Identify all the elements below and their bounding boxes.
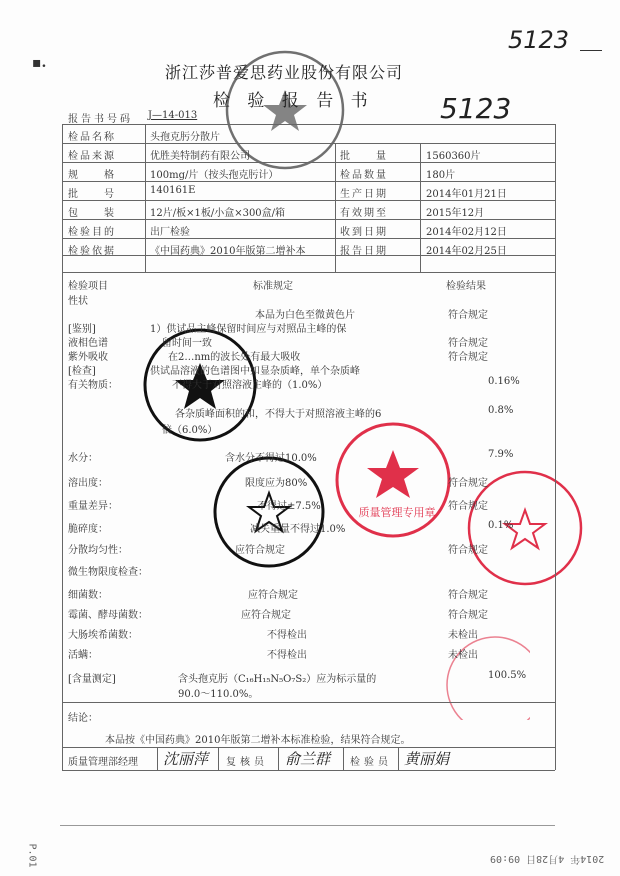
item-standard: 含水分不得过10.0% bbox=[225, 453, 317, 464]
manager-label: 质量管理部经理 bbox=[68, 757, 138, 768]
conclusion-label: 结论： bbox=[68, 713, 98, 724]
item-name: 脆碎度： bbox=[68, 524, 108, 535]
item-name: 活螨： bbox=[68, 650, 98, 661]
inspector-signature: 黄丽娟 bbox=[404, 750, 450, 768]
report-no-label: 报告书号码 bbox=[68, 114, 133, 125]
table-rule bbox=[62, 181, 555, 182]
conclusion-text: 本品按《中国药典》2010年版第二增补本标准检验，结果符合规定。 bbox=[105, 735, 411, 746]
report-title: 检 验 报 告 书 bbox=[213, 91, 374, 111]
header-right-value: 2014年02月12日 bbox=[426, 227, 507, 238]
manager-signature: 沈丽萍 bbox=[163, 750, 209, 768]
item-name: 溶出度： bbox=[68, 478, 108, 489]
item-standard: 不得检出 bbox=[267, 650, 307, 661]
header-right-label: 批 量 bbox=[340, 151, 388, 162]
item-name: 性状 bbox=[68, 296, 88, 307]
item-standard: 减失重量不得过1.0% bbox=[250, 524, 346, 535]
item-result: 符合规定 bbox=[448, 545, 488, 556]
item-standard: 限度应为80% bbox=[245, 478, 308, 489]
item-standard: 供试品溶液的色谱图中如显杂质峰，单个杂质峰 bbox=[150, 366, 360, 377]
header-right-value: 2015年12月 bbox=[426, 208, 485, 219]
header-right-value: 180片 bbox=[426, 170, 456, 181]
header-label: 检品来源 bbox=[68, 151, 116, 162]
header-value: 出厂检验 bbox=[150, 227, 190, 238]
header-value: 12片/板×1板/小盒×300盒/箱 bbox=[150, 208, 286, 219]
table-rule bbox=[62, 162, 555, 163]
handwritten-number-top: 5123 bbox=[508, 26, 570, 54]
item-name: 重量差异： bbox=[68, 501, 118, 512]
report-no: J—14-013 bbox=[148, 110, 198, 121]
fax-timestamp: 2014年 4月28日 09:09 bbox=[490, 853, 605, 864]
item-standard: 倍（6.0%） bbox=[162, 425, 218, 436]
item-name: [鉴别] bbox=[68, 324, 96, 335]
header-right-label: 报告日期 bbox=[340, 246, 388, 257]
header-label: 检验目的 bbox=[68, 227, 116, 238]
item-standard: 留时间一致 bbox=[162, 338, 212, 349]
table-rule bbox=[62, 238, 555, 239]
col-standard-header: 标准规定 bbox=[253, 281, 293, 292]
item-name: 霉菌、酵母菌数： bbox=[68, 610, 148, 621]
item-result: 符合规定 bbox=[448, 310, 488, 321]
item-standard: 不得过±7.5% bbox=[257, 501, 321, 512]
header-label: 检品名称 bbox=[68, 132, 116, 143]
item-result: 符合规定 bbox=[448, 610, 488, 621]
item-result: 符合规定 bbox=[448, 501, 488, 512]
item-name: [含量测定] bbox=[68, 674, 116, 685]
item-standard: 本品为白色至微黄色片 bbox=[255, 310, 355, 321]
item-result: 0.16% bbox=[488, 376, 520, 387]
table-rule bbox=[62, 272, 555, 273]
item-standard: 90.0～110.0%。 bbox=[178, 689, 259, 700]
item-result: 100.5% bbox=[488, 670, 527, 681]
header-value: 《中国药典》2010年版第二增补本 bbox=[150, 246, 306, 257]
header-right-label: 检品数量 bbox=[340, 170, 388, 181]
item-standard: 含头孢克肟（C₁₆H₁₅N₅O₇S₂）应为标示量的 bbox=[178, 674, 377, 685]
table-rule bbox=[62, 219, 555, 220]
item-standard: 不得大于对照溶液主峰的（1.0%） bbox=[172, 380, 328, 391]
item-standard: 应符合规定 bbox=[241, 610, 291, 621]
header-right-value: 2014年02月25日 bbox=[426, 246, 507, 257]
item-standard: 不得检出 bbox=[267, 630, 307, 641]
header-label: 批 号 bbox=[68, 189, 116, 200]
item-name: 微生物限度检查： bbox=[68, 567, 148, 578]
item-name: 有关物质： bbox=[68, 380, 118, 391]
item-name: 紫外吸收 bbox=[68, 352, 108, 363]
item-name: 大肠埃希菌数： bbox=[68, 630, 138, 641]
table-rule bbox=[62, 143, 555, 144]
stamp-text: 质量管理专用章 bbox=[358, 506, 436, 519]
item-standard: 1）供试品主峰保留时间应与对照品主峰的保 bbox=[150, 324, 347, 335]
item-standard: 各杂质峰面积的和，不得大于对照溶液主峰的6 bbox=[175, 409, 382, 420]
item-standard: 在2…nm的波长处有最大吸收 bbox=[168, 352, 301, 363]
handwritten-number-mid: 5123 bbox=[440, 92, 512, 125]
item-standard: 应符合规定 bbox=[235, 545, 285, 556]
company-name: 浙江莎普爱思药业股份有限公司 bbox=[165, 63, 404, 82]
item-result: 符合规定 bbox=[448, 478, 488, 489]
item-name: 分散均匀性： bbox=[68, 545, 128, 556]
item-result: 7.9% bbox=[488, 449, 514, 460]
item-result: 符合规定 bbox=[448, 590, 488, 601]
header-right-value: 1560360片 bbox=[426, 151, 481, 162]
header-value: 优胜美特制药有限公司 bbox=[150, 151, 250, 162]
col-item-header: 检验项目 bbox=[68, 281, 108, 292]
item-result: 符合规定 bbox=[448, 338, 488, 349]
header-value: 头孢克肟分散片 bbox=[150, 132, 220, 143]
item-name: [检查] bbox=[68, 366, 96, 377]
item-result: 0.8% bbox=[488, 405, 514, 416]
header-right-label: 有效期至 bbox=[340, 208, 388, 219]
item-result: 0.1% bbox=[488, 520, 514, 531]
item-name: 水分： bbox=[68, 453, 98, 464]
item-name: 细菌数： bbox=[68, 590, 108, 601]
page-number: P.01 bbox=[26, 843, 38, 868]
inspector-label: 检验员 bbox=[350, 757, 392, 768]
header-right-label: 生产日期 bbox=[340, 189, 388, 200]
item-standard: 应符合规定 bbox=[248, 590, 298, 601]
red-quality-stamp bbox=[333, 420, 453, 540]
header-right-label: 收到日期 bbox=[340, 227, 388, 238]
item-result: 未检出 bbox=[448, 650, 478, 661]
header-label: 包 装 bbox=[68, 208, 116, 219]
header-label: 检验依据 bbox=[68, 246, 116, 257]
reviewer-label: 复核员 bbox=[226, 757, 268, 768]
header-value: 100mg/片（按头孢克肟计） bbox=[150, 170, 279, 181]
header-value: 140161E bbox=[150, 185, 196, 196]
item-name: 液相色谱 bbox=[68, 338, 108, 349]
scan-mark: ▪︎. bbox=[32, 55, 47, 71]
table-rule bbox=[62, 200, 555, 201]
item-result: 未检出 bbox=[448, 630, 478, 641]
header-right-value: 2014年01月21日 bbox=[426, 189, 507, 200]
reviewer-signature: 俞兰群 bbox=[285, 750, 331, 768]
item-result: 符合规定 bbox=[448, 352, 488, 363]
col-result-header: 检验结果 bbox=[446, 281, 486, 292]
header-label: 规 格 bbox=[68, 170, 116, 181]
